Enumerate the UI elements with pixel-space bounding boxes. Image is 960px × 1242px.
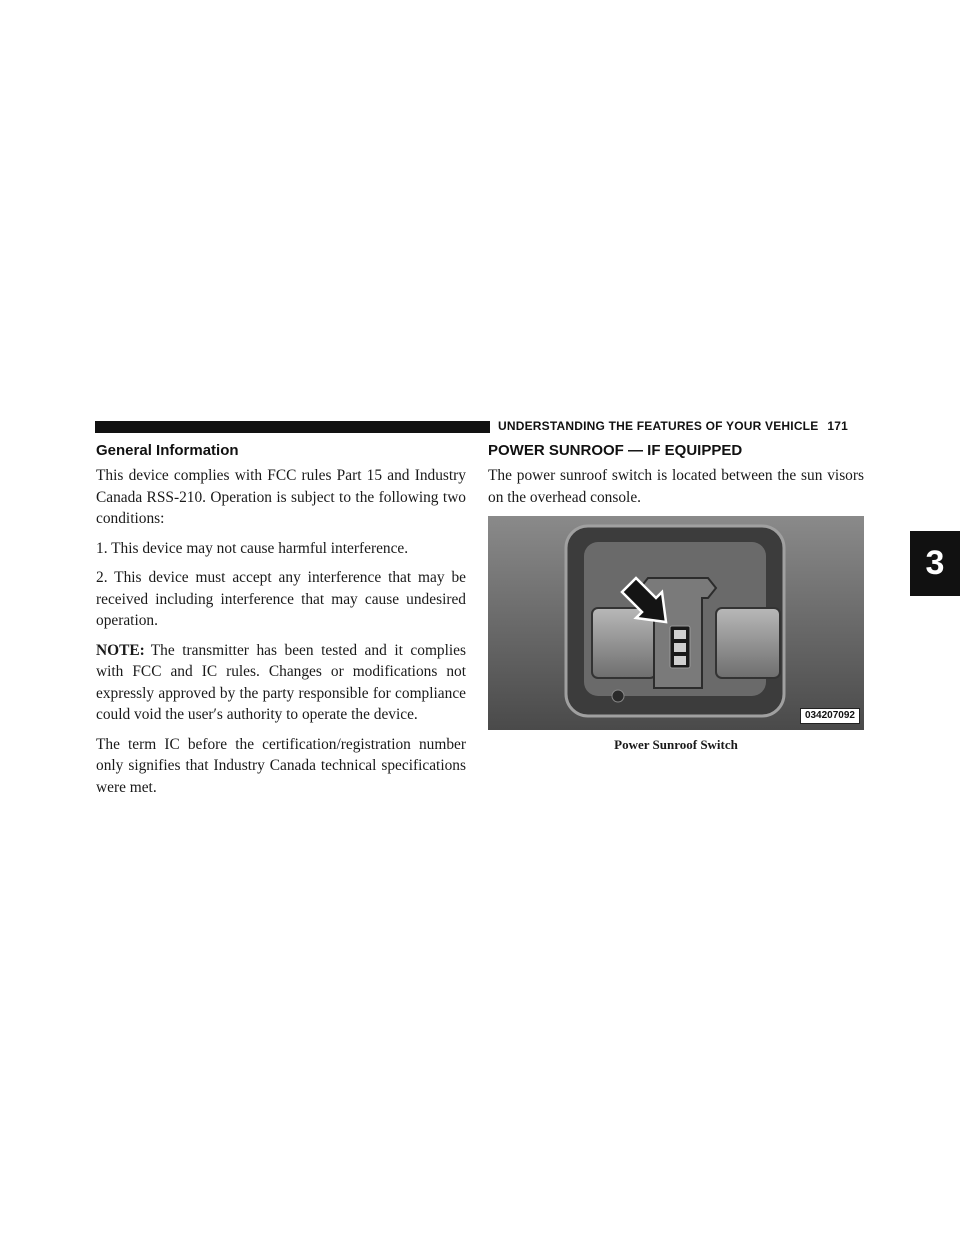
overhead-console-illustration [488, 516, 864, 730]
figure-code: 034207092 [800, 708, 860, 724]
switch-button-upper [674, 630, 686, 639]
right-column [488, 442, 864, 753]
switch-button-lower [674, 656, 686, 665]
running-header-title: UNDERSTANDING THE FEATURES OF YOUR VEHICLE [498, 419, 819, 433]
sunroof-switch-photo [488, 516, 864, 730]
figure-caption: Power Sunroof Switch [614, 737, 738, 752]
paragraph-closing: The term IC before the certification/registration number only signifies that Industry Canada technical specifications were met. [96, 735, 466, 796]
console-screw [612, 690, 624, 702]
running-header [498, 416, 848, 436]
note-text: The transmitter has been tested and it complies with FCC and IC rules. Changes or modifications not expressly approved by the party responsible for compliance could void the user′s authority to operate the device. [96, 641, 466, 723]
paragraph-condition-1: 1. This device may not cause harmful interference. [96, 539, 409, 557]
paragraph-condition-2: 2. This device must accept any interference that may be received including interference that may cause undesired operation. [96, 569, 466, 629]
chapter-tab: 3 [910, 531, 960, 596]
switch-button-middle [674, 643, 686, 652]
section-heading-general-information: General Information [96, 442, 239, 459]
paragraph-sunroof-location: The power sunroof switch is located between the sun visors on the overhead console. [488, 467, 864, 506]
page-number: 171 [827, 419, 849, 433]
section-heading-power-sunroof: POWER SUNROOF — IF EQUIPPED [488, 442, 743, 459]
header-rule [95, 421, 490, 433]
note-label: NOTE: [96, 641, 145, 659]
paragraph-intro: This device complies with FCC rules Part 15 and Industry Canada RSS-210. Operation is subject to the following two conditions: [96, 467, 466, 527]
right-map-light [716, 608, 780, 678]
note-paragraph [96, 640, 466, 726]
left-column [96, 442, 466, 806]
